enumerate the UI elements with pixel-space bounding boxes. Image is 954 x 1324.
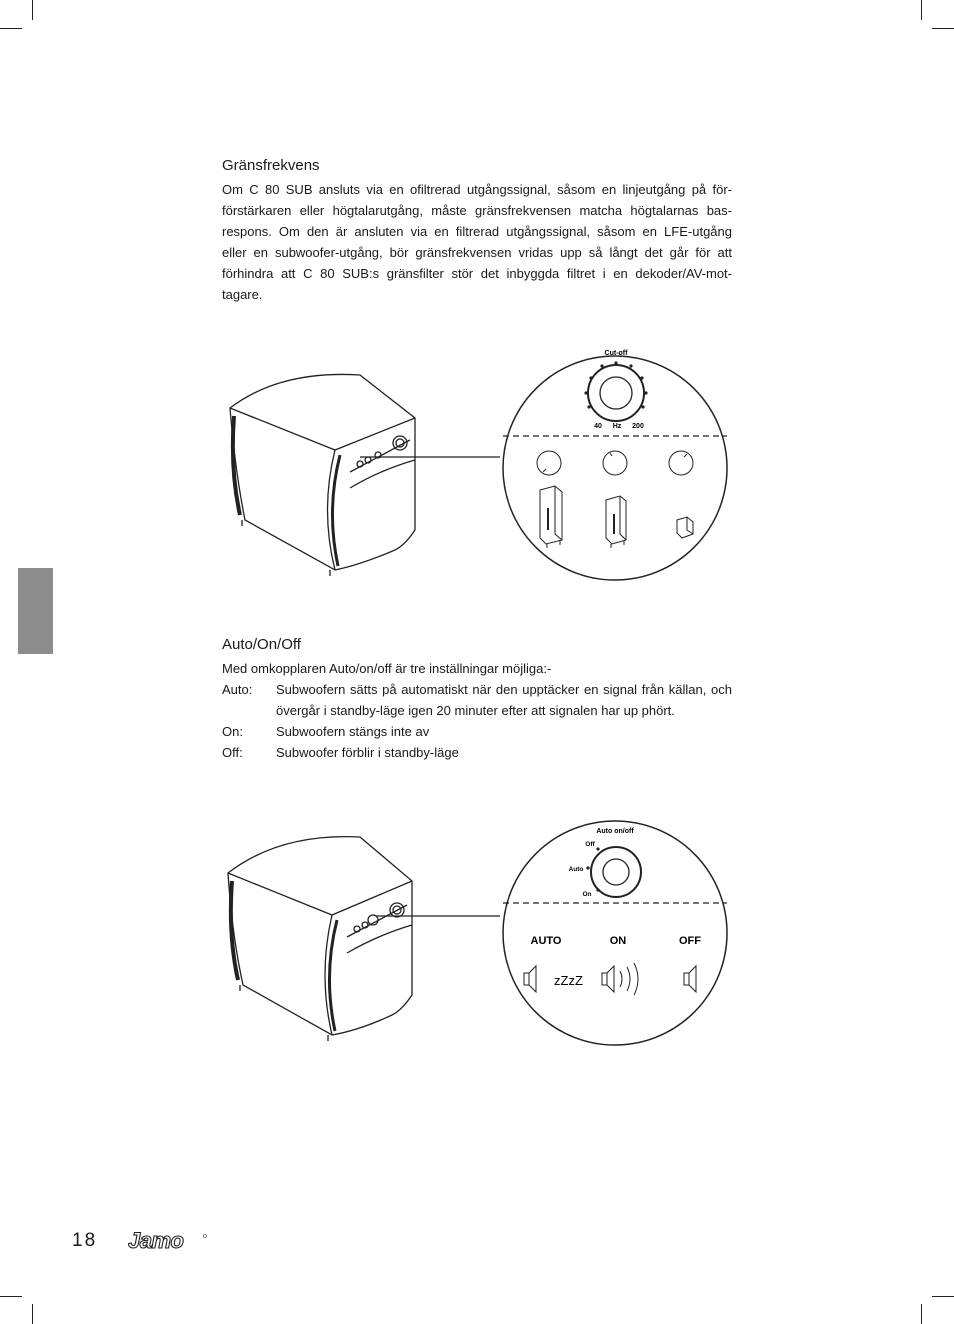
subwoofer-illustration	[230, 374, 415, 576]
small-speaker-icon	[677, 517, 693, 538]
list-term: On:	[222, 724, 243, 739]
crop-mark	[921, 0, 922, 20]
subwoofer-illustration	[228, 837, 412, 1041]
crop-mark	[0, 28, 22, 29]
paragraph-line: tagare.	[222, 287, 263, 302]
auto-on-off-detail-circle	[503, 821, 727, 1045]
auto-on-off-figure	[210, 805, 730, 1055]
paragraph-line: eller en subwoofer-utgång, bör gränsfrekvensen vridas upp så långt det går för att	[222, 245, 732, 260]
crop-mark	[0, 1296, 22, 1297]
list-term: Off:	[222, 745, 243, 760]
dial-max-label: 200	[632, 423, 644, 430]
jamo-logo	[128, 1228, 208, 1252]
switch-pos-auto: Auto	[568, 866, 584, 873]
cutoff-paragraph	[222, 179, 732, 305]
mode-label-auto: AUTO	[530, 935, 562, 947]
list-description: Subwoofer förblir i standby-läge	[276, 745, 459, 760]
floorstanding-speaker-icon	[606, 496, 626, 548]
cutoff-dial-title: Cut-off	[604, 350, 628, 357]
switch-pos-off: Off	[585, 841, 595, 848]
crop-mark	[32, 1304, 33, 1324]
mode-label-on: ON	[609, 935, 627, 947]
page-number: 18	[72, 1230, 98, 1251]
sleep-zzz-icon: zZzZ	[554, 973, 583, 988]
section-heading-cutoff: Gränsfrekvens	[222, 157, 320, 174]
switch-pos-on: On	[582, 891, 592, 898]
list-item	[222, 679, 732, 721]
paragraph-line: förhindra att C 80 SUB:s gränsfilter stör det inbyggda filtret i en dekoder/AV-mot-	[222, 266, 732, 281]
list-description: Subwoofern sätts på automatiskt när den upptäcker en signal från källan, och övergår i standby-läge igen 20 minuter efter att signalen har up phört.	[276, 682, 732, 718]
list-term: Auto:	[222, 682, 253, 697]
paragraph-line: respons. Om den är ansluten via en filtrerad utgångssignal, såsom en LFE-utgång	[222, 224, 732, 239]
list-intro: Med omkopplaren Auto/on/off är tre inställningar möjliga:-	[222, 661, 552, 676]
large-speaker-icon	[540, 486, 562, 548]
dial-min-label: 40	[594, 423, 602, 430]
cutoff-detail-circle	[503, 350, 727, 580]
crop-mark	[932, 28, 954, 29]
paragraph-line: förstärkaren eller högtalarutgång, måste gränsfrekvensen matcha högtalarnas bas-	[222, 203, 732, 218]
section-heading-auto-on-off: Auto/On/Off	[222, 636, 301, 653]
jamo-logo-text: Jamo	[128, 1228, 184, 1252]
cutoff-figure	[210, 330, 730, 590]
list-description: Subwoofern stängs inte av	[276, 724, 430, 739]
list-item	[222, 742, 732, 763]
list-item	[222, 721, 732, 742]
crop-mark	[921, 1304, 922, 1324]
crop-mark	[932, 1296, 954, 1297]
dial-unit-label: Hz	[612, 423, 622, 430]
chapter-tab	[18, 568, 53, 654]
switch-title: Auto on/off	[596, 828, 634, 835]
paragraph-line: Om C 80 SUB ansluts via en ofiltrerad utgångssignal, såsom en linjeutgång på för-	[222, 182, 732, 197]
crop-mark	[32, 0, 33, 20]
mode-label-off: OFF	[679, 935, 701, 947]
auto-on-off-list	[222, 658, 732, 763]
